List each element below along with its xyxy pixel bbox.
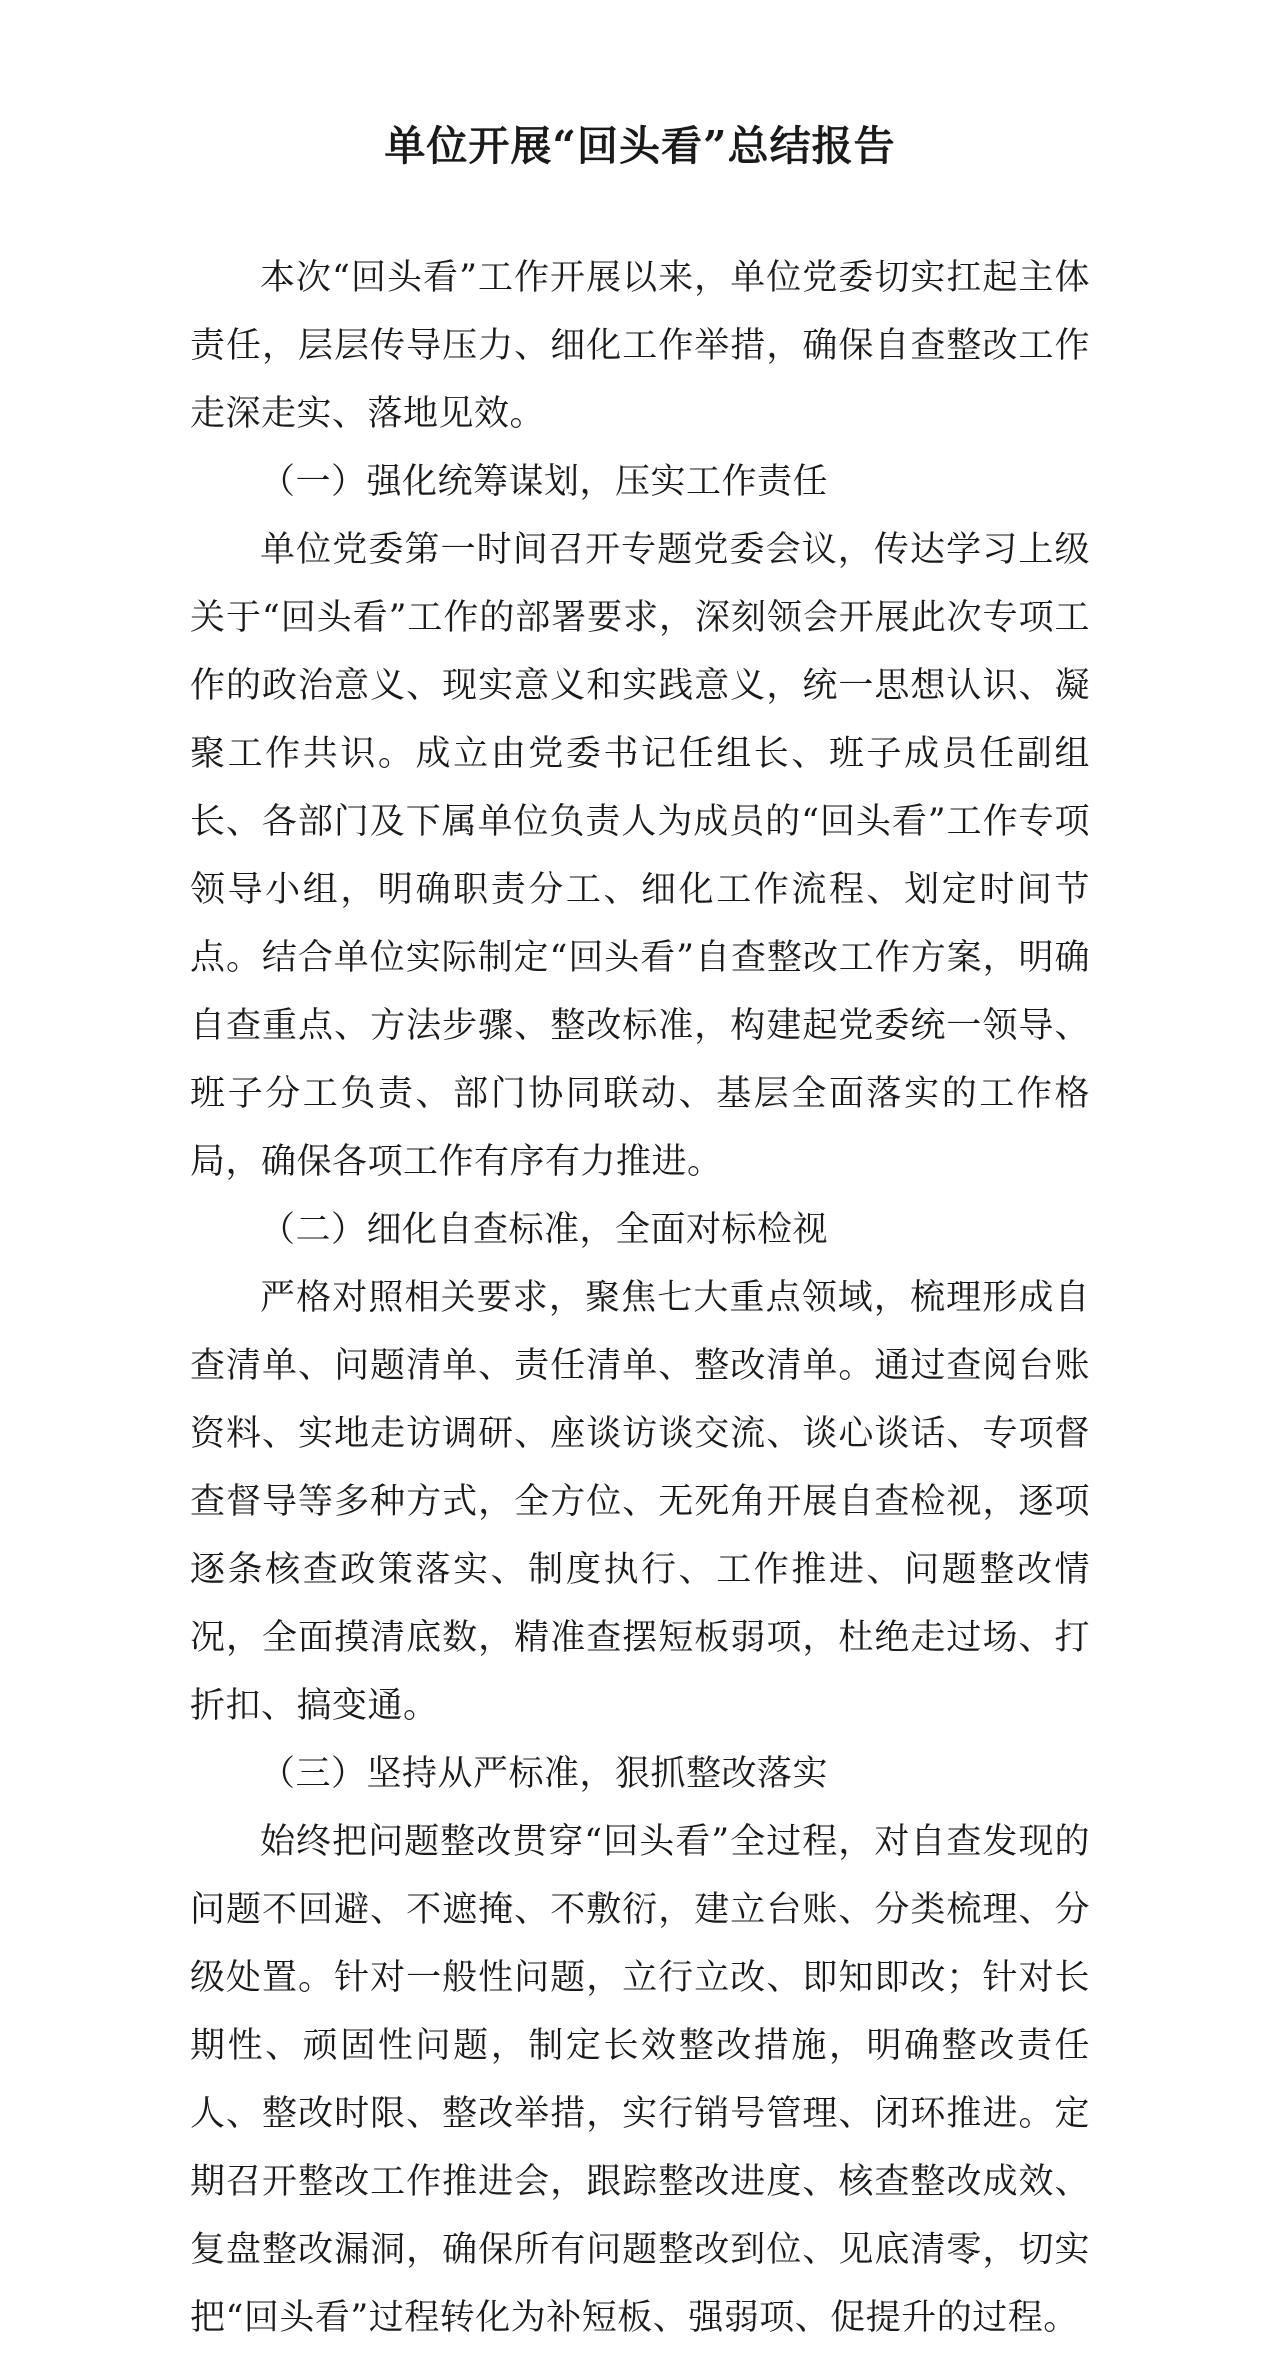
section-body: 严格对照相关要求，聚焦七大重点领域，梳理形成自查清单、问题清单、责任清单、整改清单。通过查阅台账资料、实地走访调研、座谈访谈交流、谈心谈话、专项督查督导等多种方式，全方位、无死角开展自查检视，逐项逐条核查政策落实、制度执行、工作推进、问题整改情况，全面摸清底数，精准查摆短板弱项，杜绝走过场、打折扣、搞变通。 bbox=[190, 1278, 1090, 1726]
intro-paragraph: 本次“回头看”工作开展以来，单位党委切实扛起主体责任，层层传导压力、细化工作举措，确保自查整改工作走深走实、落地见效。 bbox=[190, 258, 1090, 434]
section-heading: （三）坚持从严标准，狠抓整改落实 bbox=[260, 1754, 829, 1794]
section-3 bbox=[190, 1740, 1090, 2352]
section-1 bbox=[190, 448, 1090, 1196]
section-body: 始终把问题整改贯穿“回头看”全过程，对自查发现的问题不回避、不遮掩、不敷衍，建立台账、分类梳理、分级处置。针对一般性问题，立行立改、即知即改；针对长期性、顽固性问题，制定长效整改措施，明确整改责任人、整改时限、整改举措，实行销号管理、闭环推进。定期召开整改工作推进会，跟踪整改进度、核查整改成效、复盘整改漏洞，确保所有问题整改到位、见底清零，切实把“回头看”过程转化为补短板、强弱项、促提升的过程。 bbox=[190, 1822, 1090, 2338]
document-title: 单位开展“回头看”总结报告 bbox=[384, 122, 896, 170]
section-2 bbox=[190, 1196, 1090, 1740]
section-body: 单位党委第一时间召开专题党委会议，传达学习上级关于“回头看”工作的部署要求，深刻领会开展此次专项工作的政治意义、现实意义和实践意义，统一思想认识、凝聚工作共识。成立由党委书记任组长、班子成员任副组长、各部门及下属单位负责人为成员的“回头看”工作专项领导小组，明确职责分工、细化工作流程、划定时间节点。结合单位实际制定“回头看”自查整改工作方案，明确自查重点、方法步骤、整改标准，构建起党委统一领导、班子分工负责、部门协同联动、基层全面落实的工作格局，确保各项工作有序有力推进。 bbox=[190, 530, 1090, 1182]
section-heading: （二）细化自查标准，全面对标检视 bbox=[260, 1210, 829, 1250]
section-heading: （一）强化统筹谋划，压实工作责任 bbox=[260, 462, 829, 502]
